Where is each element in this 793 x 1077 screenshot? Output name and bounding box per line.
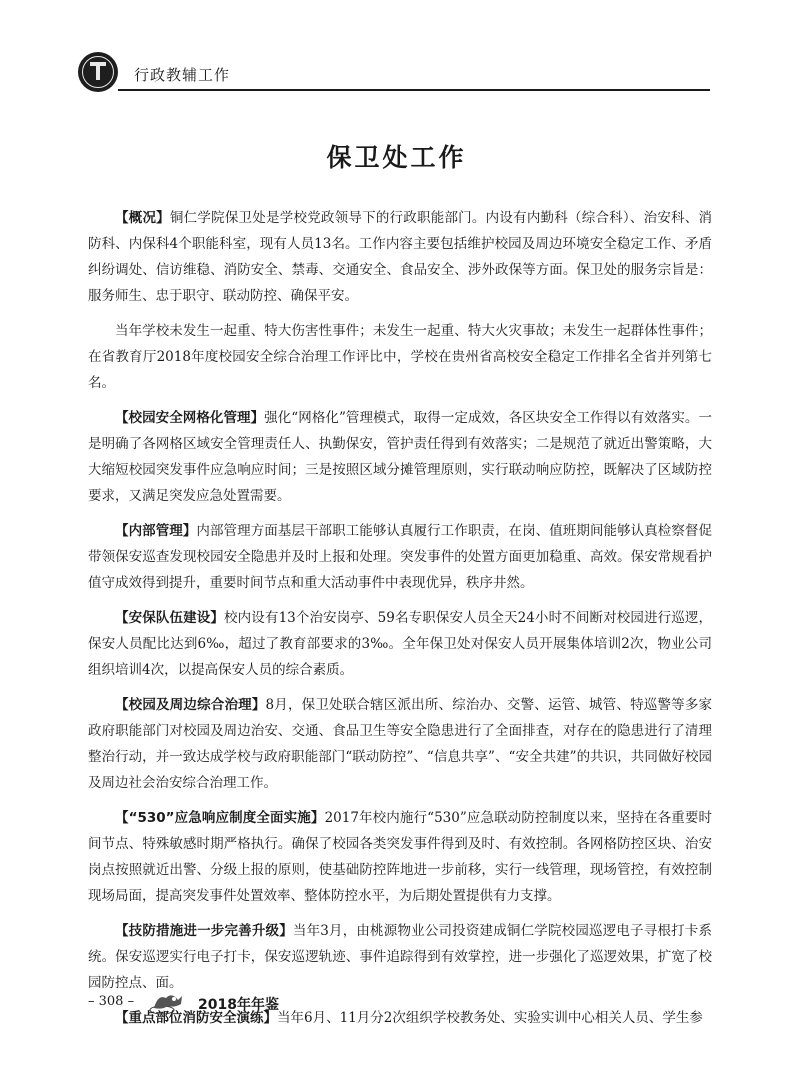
paragraph-annual-summary: [88, 318, 712, 396]
page-number: – 308 –: [88, 994, 135, 1009]
paragraph-lead: 【重点部位消防安全演练】: [115, 1010, 277, 1026]
paragraph-text: 内部管理方面基层干部职工能够认真履行工作职责，在岗、值班期间能够认真检察督促带领保安巡查发现校园安全隐患并及时上报和处理。突发事件的处置方面更加稳重、高效。保安常规看护值守成效得到提升，重要时间节点和重大活动事件中表现优异，秩序井然。: [88, 523, 713, 591]
paragraph-text: 当年6月、11月分2次组织学校教务处、实验实训中心相关人员、学生参: [277, 1010, 703, 1026]
section-label: 行政教辅工作: [134, 66, 231, 84]
paragraph-lead: 【校园及周边综合治理】: [115, 697, 266, 713]
yearbook-label: 2018年年鉴: [198, 997, 279, 1013]
paragraph-lead: 【技防措施进一步完善升级】: [115, 923, 293, 939]
paragraph-text: 铜仁学院保卫处是学校党政领导下的行政职能部门。内设有内勤科（综合科）、治安科、消防科、内保科4个职能科室，现有人员13名。工作内容主要包括维护校园及周边环境安全稳定工作、矛盾纠纷调处、信访维稳、消防安全、禁毒、交通安全、食品安全、涉外政保等方面。保卫处的服务宗旨是：服务师生、忠于职守、联动防控、确保平安。: [88, 210, 713, 304]
paragraph-lead: 【“530”应急响应制度全面实施】: [115, 810, 325, 826]
paragraph-text: 当年学校未发生一起重、特大伤害性事件；未发生一起重、特大火灾事故；未发生一起群体性事件；在省教育厅2018年度校园安全综合治理工作评比中，学校在贵州省高校安全稳定工作排名全省并列第七名。: [88, 323, 712, 391]
paragraph-lead: 【概况】: [115, 210, 170, 226]
page-title: 保卫处工作: [326, 143, 467, 172]
paragraph-tech-defense: [88, 918, 712, 996]
header-divider: [118, 89, 710, 91]
paragraph-internal-management: [88, 518, 712, 596]
paragraph-grid-management: [88, 405, 712, 509]
university-logo-icon: [78, 52, 118, 92]
paragraph-text: 校内设有13个治安岗亭、59名专职保安人员全天24小时不间断对校园进行巡逻，保安人员配比达到6‰，超过了教育部要求的3‰。全年保卫处对保安人员开展集体培训2次，物业公司组织培训4次，以提高保安人员的综合素质。: [88, 610, 712, 678]
paragraph-security-team: [88, 605, 712, 683]
paragraph-text: 2017年校内施行“530”应急联动防控制度以来，坚持在各重要时间节点、特殊敏感时期严格执行。确保了校园各类突发事件得到及时、有效控制。各网格防控区块、治安岗点按照就近出警、分级上报的原则，使基础防控阵地进一步前移，实行一线管理，现场管控，有效控制现场局面，提高突发事件处置效率、整体防控水平，为后期处置提供有力支撑。: [88, 810, 712, 904]
paragraph-text: 强化“网格化”管理模式，取得一定成效，各区块安全工作得以有效落实。一是明确了各网格区域安全管理责任人、执勤保安，管护责任得到有效落实；二是规范了就近出警策略，大大缩短校园突发事件应急响应时间；三是按照区域分摊管理原则，实行联动响应防控，既解决了区域防控要求，又满足突发应急处置需要。: [88, 410, 712, 504]
article-body: [88, 205, 712, 1040]
paragraph-lead: 【安保队伍建设】: [115, 610, 225, 626]
page-footer: [88, 990, 348, 1018]
paragraph-text: 8月，保卫处联合辖区派出所、综治办、交警、运管、城管、特巡警等多家政府职能部门对校园及周边治安、交通、食品卫生等安全隐患进行了全面排查，对存在的隐患进行了清理整治行动，并一致达成学校与政府职能部门“联动防控”、“信息共享”、“安全共建”的共识，共同做好校园及周边社会治安综合治理工作。: [88, 697, 713, 791]
paragraph-campus-governance: [88, 692, 712, 796]
yearbook-emblem-icon: [148, 990, 188, 1016]
page-header: [78, 52, 710, 92]
paragraph-text: 当年3月，由桃源物业公司投资建成铜仁学院校园巡逻电子寻根打卡系统。保安巡逻实行电子打卡，保安巡逻轨迹、事件追踪得到有效掌控，进一步强化了巡逻效果，扩宽了校园防控点、面。: [88, 923, 712, 991]
paragraph-lead: 【内部管理】: [115, 523, 197, 539]
paragraph-lead: 【校园安全网格化管理】: [115, 410, 265, 426]
paragraph-530-response: [88, 805, 712, 909]
paragraph-overview: [88, 205, 712, 309]
